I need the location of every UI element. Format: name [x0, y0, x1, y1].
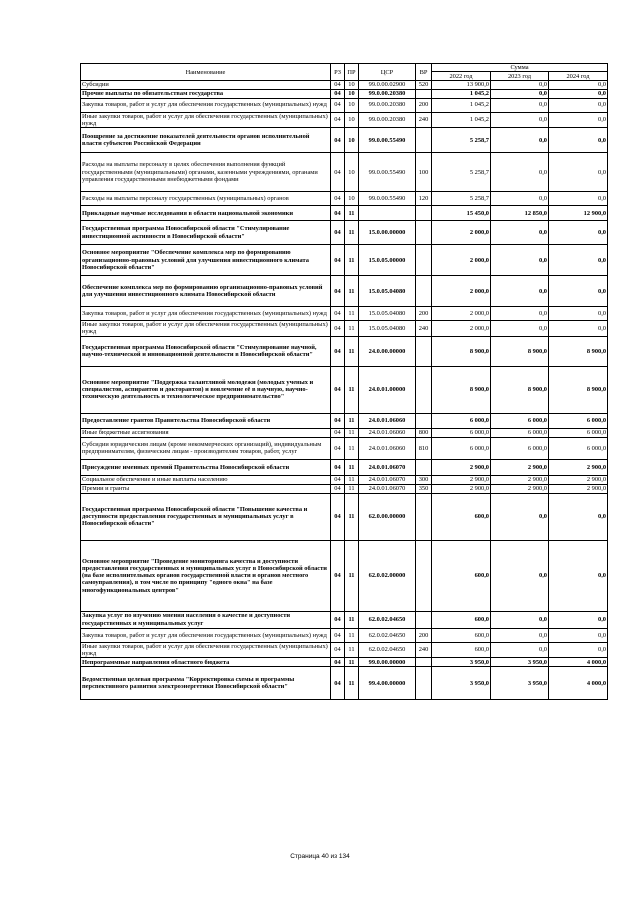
row-vr: [416, 413, 432, 428]
row-name: Государственная программа Новосибирской области "Повышение качества и доступности предоставления государственных и муниципальных услуг в Новосибирской области": [81, 493, 331, 540]
row-value-2022: 600,0: [432, 642, 491, 658]
row-rz: 04: [331, 276, 345, 307]
row-pr: 11: [345, 658, 359, 667]
row-pr: 11: [345, 221, 359, 245]
row-rz: 04: [331, 611, 345, 628]
row-pr: 10: [345, 128, 359, 153]
row-csr: 62.0.00.00000: [359, 493, 416, 540]
row-vr: [416, 366, 432, 413]
row-rz: 04: [331, 112, 345, 128]
row-vr: 240: [416, 321, 432, 337]
table-row: [81, 366, 608, 413]
row-value-2023: 6 000,0: [491, 413, 549, 428]
row-value-2022: 1 045,2: [432, 112, 491, 128]
row-name: Иные бюджетные ассигнования: [81, 428, 331, 437]
row-value-2024: 0,0: [549, 192, 608, 206]
row-vr: [416, 611, 432, 628]
row-vr: 520: [416, 81, 432, 89]
row-rz: 04: [331, 667, 345, 700]
table-row: [81, 153, 608, 192]
row-value-2022: 15 450,0: [432, 206, 491, 221]
row-csr: 24.0.00.00000: [359, 336, 416, 366]
row-pr: 10: [345, 81, 359, 89]
row-vr: [416, 206, 432, 221]
row-vr: 240: [416, 642, 432, 658]
row-value-2023: 0,0: [491, 128, 549, 153]
row-name: Субсидии: [81, 81, 331, 89]
row-csr: 24.0.01.06060: [359, 437, 416, 459]
row-csr: 15.0.05.04080: [359, 307, 416, 321]
header-year-2022: 2022 год: [432, 72, 491, 81]
row-pr: 11: [345, 437, 359, 459]
row-name: Иные закупки товаров, работ и услуг для обеспечения государственных (муниципальных) нужд: [81, 321, 331, 337]
table-row: [81, 437, 608, 459]
row-value-2024: 2 900,0: [549, 475, 608, 484]
row-pr: 11: [345, 667, 359, 700]
row-value-2024: 0,0: [549, 128, 608, 153]
row-value-2022: 2 900,0: [432, 459, 491, 475]
header-csr: ЦСР: [359, 64, 416, 81]
row-value-2023: 8 900,0: [491, 366, 549, 413]
table-row: [81, 667, 608, 700]
row-value-2024: 4 000,0: [549, 658, 608, 667]
row-value-2022: 2 000,0: [432, 245, 491, 276]
row-csr: 99.0.00.20380: [359, 112, 416, 128]
row-value-2024: 2 900,0: [549, 459, 608, 475]
row-csr: 24.0.01.06070: [359, 459, 416, 475]
row-value-2024: 0,0: [549, 81, 608, 89]
row-value-2023: 0,0: [491, 493, 549, 540]
row-pr: 11: [345, 321, 359, 337]
row-csr: 99.0.00.20380: [359, 89, 416, 98]
row-rz: 04: [331, 642, 345, 658]
row-value-2024: 0,0: [549, 153, 608, 192]
row-name: Прикладные научные исследования в области национальной экономики: [81, 206, 331, 221]
row-csr: 15.0.05.00000: [359, 245, 416, 276]
row-name: Иные закупки товаров, работ и услуг для обеспечения государственных (муниципальных) нужд: [81, 112, 331, 128]
row-value-2023: 0,0: [491, 628, 549, 642]
row-value-2023: 0,0: [491, 112, 549, 128]
table-row: [81, 206, 608, 221]
table-row: [81, 81, 608, 89]
row-name: Ведомственная целевая программа "Корректировка схемы и программы перспективного развития электроэнергетики Новосибирской области": [81, 667, 331, 700]
row-value-2022: 600,0: [432, 611, 491, 628]
row-pr: 11: [345, 366, 359, 413]
table-row: [81, 484, 608, 493]
table-row: [81, 628, 608, 642]
row-csr: 15.0.05.04080: [359, 276, 416, 307]
row-vr: 240: [416, 112, 432, 128]
row-value-2022: 5 258,7: [432, 153, 491, 192]
row-value-2022: 2 000,0: [432, 307, 491, 321]
row-rz: 04: [331, 206, 345, 221]
row-value-2024: 6 000,0: [549, 413, 608, 428]
row-rz: 04: [331, 459, 345, 475]
row-value-2024: 0,0: [549, 642, 608, 658]
row-rz: 04: [331, 366, 345, 413]
row-pr: 11: [345, 642, 359, 658]
table-row: [81, 611, 608, 628]
header-year-2024: 2024 год: [549, 72, 608, 81]
row-rz: 04: [331, 540, 345, 611]
row-value-2022: 2 000,0: [432, 276, 491, 307]
row-vr: 200: [416, 628, 432, 642]
row-vr: 200: [416, 307, 432, 321]
row-rz: 04: [331, 128, 345, 153]
row-vr: 120: [416, 192, 432, 206]
row-value-2022: 8 900,0: [432, 336, 491, 366]
row-rz: 04: [331, 437, 345, 459]
row-value-2023: 0,0: [491, 192, 549, 206]
row-rz: 04: [331, 98, 345, 112]
header-sum: Сумма: [432, 64, 608, 72]
row-value-2024: 0,0: [549, 89, 608, 98]
row-value-2024: 12 900,0: [549, 206, 608, 221]
table-row: [81, 658, 608, 667]
row-name: Обеспечение комплекса мер по формированию организационно-правовых условий для улучшения инвестиционного климата Новосибирской области: [81, 276, 331, 307]
row-pr: 11: [345, 336, 359, 366]
row-name: Иные закупки товаров, работ и услуг для обеспечения государственных (муниципальных) нужд: [81, 642, 331, 658]
row-csr: 99.0.00.55490: [359, 153, 416, 192]
row-value-2024: 2 900,0: [549, 484, 608, 493]
row-rz: 04: [331, 413, 345, 428]
row-pr: 11: [345, 307, 359, 321]
row-vr: [416, 336, 432, 366]
row-rz: 04: [331, 475, 345, 484]
header-name: Наименование: [81, 64, 331, 81]
row-value-2024: 8 900,0: [549, 366, 608, 413]
row-value-2024: 6 000,0: [549, 428, 608, 437]
row-value-2022: 600,0: [432, 540, 491, 611]
row-name: Закупка услуг по изучению мнения населения о качестве и доступности государственных и муниципальных услуг: [81, 611, 331, 628]
row-pr: 11: [345, 245, 359, 276]
row-value-2024: 0,0: [549, 540, 608, 611]
row-csr: 99.0.00.55490: [359, 192, 416, 206]
row-rz: 04: [331, 493, 345, 540]
row-name: Социальное обеспечение и иные выплаты населению: [81, 475, 331, 484]
table-row: [81, 493, 608, 540]
row-value-2023: 0,0: [491, 276, 549, 307]
row-vr: 810: [416, 437, 432, 459]
row-pr: 11: [345, 628, 359, 642]
row-csr: 99.0.00.00000: [359, 658, 416, 667]
table-row: [81, 245, 608, 276]
row-value-2022: 2 000,0: [432, 221, 491, 245]
header-vr: ВР: [416, 64, 432, 81]
row-value-2024: 0,0: [549, 321, 608, 337]
row-value-2022: 2 900,0: [432, 475, 491, 484]
row-value-2024: 0,0: [549, 112, 608, 128]
row-value-2022: 600,0: [432, 628, 491, 642]
table-row: [81, 475, 608, 484]
row-value-2023: 2 900,0: [491, 484, 549, 493]
row-csr: 24.0.01.06070: [359, 484, 416, 493]
header-pr: ПР: [345, 64, 359, 81]
row-name: Непрограммные направления областного бюджета: [81, 658, 331, 667]
row-name: Закупка товаров, работ и услуг для обеспечения государственных (муниципальных) нужд: [81, 628, 331, 642]
row-value-2023: 2 900,0: [491, 475, 549, 484]
row-pr: 11: [345, 428, 359, 437]
table-row: [81, 192, 608, 206]
row-value-2023: 0,0: [491, 245, 549, 276]
table-row: [81, 221, 608, 245]
row-rz: 04: [331, 81, 345, 89]
row-value-2023: 8 900,0: [491, 336, 549, 366]
page-number: Страница 40 из 134: [290, 853, 350, 860]
row-name: Расходы на выплаты персоналу государственных (муниципальных) органов: [81, 192, 331, 206]
row-vr: [416, 658, 432, 667]
row-rz: 04: [331, 307, 345, 321]
table-row: [81, 642, 608, 658]
row-value-2023: 0,0: [491, 153, 549, 192]
row-csr: 99.0.00.20380: [359, 98, 416, 112]
row-pr: 11: [345, 206, 359, 221]
row-vr: [416, 89, 432, 98]
row-pr: 11: [345, 459, 359, 475]
row-rz: 04: [331, 221, 345, 245]
row-value-2022: 2 900,0: [432, 484, 491, 493]
row-name: Основное мероприятие "Обеспечение комплекса мер по формированию организационно-правовых условий для улучшения инвестиционного климата Новосибирской области": [81, 245, 331, 276]
row-csr: 24.0.01.06060: [359, 413, 416, 428]
row-csr: 24.0.01.06060: [359, 428, 416, 437]
row-rz: 04: [331, 428, 345, 437]
table-row: [81, 321, 608, 337]
table-row: [81, 112, 608, 128]
row-name: Присуждение именных премий Правительства Новосибирской области: [81, 459, 331, 475]
row-value-2022: 1 045,2: [432, 89, 491, 98]
table-row: [81, 428, 608, 437]
row-value-2024: 0,0: [549, 628, 608, 642]
row-pr: 11: [345, 540, 359, 611]
row-value-2023: 3 950,0: [491, 667, 549, 700]
row-rz: 04: [331, 192, 345, 206]
table-row: [81, 128, 608, 153]
row-name: Расходы на выплаты персоналу в целях обеспечения выполнения функций государственными (муниципальными) органами, казенными учреждениями, органами управления государственными внебюджетными фондами: [81, 153, 331, 192]
table-row: [81, 89, 608, 98]
row-name: Основное мероприятие "Поддержка талантливой молодежи (молодых ученых и специалистов, аспирантов и докторантов) и вовлечение её в научную, научно-техническую деятельность и технологическое предпринимательство": [81, 366, 331, 413]
row-pr: 11: [345, 276, 359, 307]
table-row: [81, 276, 608, 307]
row-value-2022: 6 000,0: [432, 428, 491, 437]
row-csr: 15.0.00.00000: [359, 221, 416, 245]
row-value-2023: 0,0: [491, 611, 549, 628]
row-value-2022: 3 950,0: [432, 658, 491, 667]
row-pr: 11: [345, 413, 359, 428]
row-name: Государственная программа Новосибирской области "Стимулирование инвестиционной активности в Новосибирской области": [81, 221, 331, 245]
row-pr: 11: [345, 484, 359, 493]
row-rz: 04: [331, 245, 345, 276]
row-value-2023: 6 000,0: [491, 428, 549, 437]
header-year-2023: 2023 год: [491, 72, 549, 81]
budget-table: [80, 63, 608, 700]
row-value-2023: 0,0: [491, 642, 549, 658]
row-value-2023: 0,0: [491, 307, 549, 321]
row-value-2024: 4 000,0: [549, 667, 608, 700]
row-value-2022: 5 258,7: [432, 128, 491, 153]
row-csr: 99.4.00.00000: [359, 667, 416, 700]
row-csr: 62.0.02.00000: [359, 540, 416, 611]
row-pr: 11: [345, 475, 359, 484]
row-value-2024: 8 900,0: [549, 336, 608, 366]
row-rz: 04: [331, 628, 345, 642]
row-value-2023: 6 000,0: [491, 437, 549, 459]
row-value-2023: 0,0: [491, 540, 549, 611]
row-value-2022: 5 258,7: [432, 192, 491, 206]
row-name: Закупка товаров, работ и услуг для обеспечения государственных (муниципальных) нужд: [81, 307, 331, 321]
row-csr: 62.0.02.04650: [359, 642, 416, 658]
table-row: [81, 307, 608, 321]
row-value-2023: 2 900,0: [491, 459, 549, 475]
row-value-2024: 0,0: [549, 245, 608, 276]
row-value-2022: 1 045,2: [432, 98, 491, 112]
row-value-2024: 0,0: [549, 493, 608, 540]
row-name: Предоставление грантов Правительства Новосибирской области: [81, 413, 331, 428]
row-vr: [416, 276, 432, 307]
row-value-2023: 0,0: [491, 321, 549, 337]
row-name: Прочие выплаты по обязательствам государства: [81, 89, 331, 98]
row-value-2023: 0,0: [491, 81, 549, 89]
row-pr: 11: [345, 611, 359, 628]
table-row: [81, 98, 608, 112]
row-value-2022: 6 000,0: [432, 413, 491, 428]
row-name: Поощрение за достижение показателей деятельности органов исполнительной власти субъектов Российской Федерации: [81, 128, 331, 153]
row-pr: 10: [345, 153, 359, 192]
row-csr: 99.0.00.02900: [359, 81, 416, 89]
row-vr: [416, 221, 432, 245]
row-vr: 300: [416, 475, 432, 484]
row-rz: 04: [331, 89, 345, 98]
row-pr: 10: [345, 192, 359, 206]
row-name: Государственная программа Новосибирской области "Стимулирование научной, научно-технической и инновационной деятельности в Новосибирской области": [81, 336, 331, 366]
row-vr: [416, 245, 432, 276]
row-name: Премии и гранты: [81, 484, 331, 493]
row-pr: 10: [345, 112, 359, 128]
row-value-2022: 8 900,0: [432, 366, 491, 413]
row-csr: 24.0.01.06070: [359, 475, 416, 484]
row-value-2024: 0,0: [549, 276, 608, 307]
row-vr: 800: [416, 428, 432, 437]
row-vr: [416, 540, 432, 611]
row-value-2024: 0,0: [549, 611, 608, 628]
row-value-2023: 12 850,0: [491, 206, 549, 221]
header-rz: РЗ: [331, 64, 345, 81]
row-vr: [416, 128, 432, 153]
row-csr: [359, 206, 416, 221]
row-csr: 62.0.02.04650: [359, 628, 416, 642]
row-vr: 100: [416, 153, 432, 192]
row-rz: 04: [331, 336, 345, 366]
row-vr: [416, 459, 432, 475]
row-value-2022: 600,0: [432, 493, 491, 540]
row-csr: 62.0.02.04650: [359, 611, 416, 628]
row-value-2023: 3 950,0: [491, 658, 549, 667]
row-value-2024: 0,0: [549, 307, 608, 321]
row-value-2022: 3 950,0: [432, 667, 491, 700]
row-value-2023: 0,0: [491, 89, 549, 98]
row-value-2023: 0,0: [491, 221, 549, 245]
row-value-2024: 6 000,0: [549, 437, 608, 459]
row-rz: 04: [331, 153, 345, 192]
row-rz: 04: [331, 484, 345, 493]
row-csr: 24.0.01.00000: [359, 366, 416, 413]
row-pr: 11: [345, 493, 359, 540]
table-row: [81, 540, 608, 611]
row-vr: 200: [416, 98, 432, 112]
row-name: Основное мероприятие "Проведение мониторинга качества и доступности предоставления государственных и муниципальных услуг в Новосибирской области (на базе исполнительных органов государственной власти и органов местного самоуправления), в том числе по принципу "одного окна" на базе многофункциональных центров": [81, 540, 331, 611]
row-rz: 04: [331, 658, 345, 667]
row-pr: 10: [345, 98, 359, 112]
table-row: [81, 413, 608, 428]
row-pr: 10: [345, 89, 359, 98]
row-value-2024: 0,0: [549, 98, 608, 112]
row-value-2023: 0,0: [491, 98, 549, 112]
row-value-2022: 13 900,0: [432, 81, 491, 89]
row-rz: 04: [331, 321, 345, 337]
row-name: Закупка товаров, работ и услуг для обеспечения государственных (муниципальных) нужд: [81, 98, 331, 112]
row-value-2022: 6 000,0: [432, 437, 491, 459]
row-value-2022: 2 000,0: [432, 321, 491, 337]
row-vr: 350: [416, 484, 432, 493]
table-row: [81, 336, 608, 366]
row-value-2024: 0,0: [549, 221, 608, 245]
row-vr: [416, 493, 432, 540]
row-vr: [416, 667, 432, 700]
row-csr: 15.0.05.04080: [359, 321, 416, 337]
row-csr: 99.0.00.55490: [359, 128, 416, 153]
row-name: Субсидии юридическим лицам (кроме некоммерческих организаций), индивидуальным предпринимателям, физическим лицам - производителям товаров, работ, услуг: [81, 437, 331, 459]
table-row: [81, 459, 608, 475]
